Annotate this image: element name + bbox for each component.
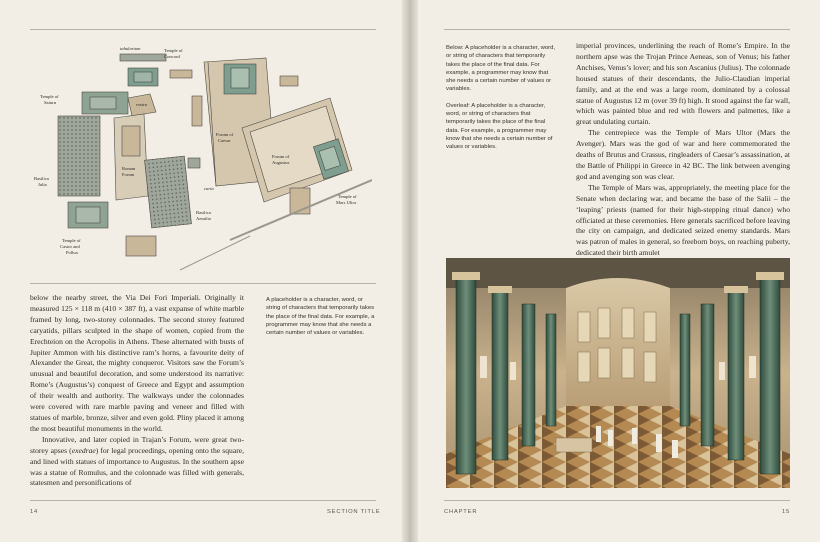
label-basilica-julia-1: Basilica (34, 176, 49, 181)
caption-below: Below: A placeholder is a character, word, or string of characters that temporarily takes the place of the final data. For example, a programmer may know that she needs a certain number of values or variables. (446, 45, 556, 93)
label-forum-caesar-2: Caesar (218, 138, 231, 143)
label-basilica-aemilia-1: Basilica (196, 210, 211, 215)
section-title: SECTION TITLE (327, 509, 381, 515)
label-rostra: rostra (136, 102, 148, 107)
label-temple-mars-1: Temple of (338, 194, 357, 199)
body-paragraph: The Temple of Mars was, appropriately, the meeting place for the Senate when declaring war, and became the base of the Salii – the ‘leaping’ priests (named for their high-stepping ritual dance) who officiated at these ceremonies. Here generals sacrificed before leaving the city on campaign, and dedicated seized enemy standards. Mars was patron of males in general, so freeborn boys, on reaching puberty, dedicated their birth amulet (576, 182, 790, 258)
top-rule-right (444, 29, 790, 30)
basilica-julia-shape (58, 116, 100, 196)
label-forum-augustus-2: Augustus (272, 160, 290, 165)
left-caption (266, 296, 376, 345)
caption-overleaf: Overleaf: A placeholder is a character, word, or string of characters that temporarily takes the place of the final data. For example, a programmer may know that she needs a certain number of values or variables. (446, 102, 553, 151)
tabularium-shape (120, 54, 166, 61)
label-temple-castor-1: Temple of (62, 238, 81, 243)
label-temple-saturn-1: Temple of (40, 94, 59, 99)
curia-shape (188, 158, 200, 168)
body-paragraph: Innovative, and later copied in Trajan’s Forum, were great two-storey apses (exedrae) for legal proceedings, opening onto the square, and lined with statues of importance to Augustus. In the southern apse was a statue of Romulus, and the colonnade was filled with generals, statesmen and personifications of (30, 434, 244, 488)
mid-rule (30, 283, 376, 284)
label-temple-castor-2: Castor and (60, 244, 80, 249)
label-roman-forum-2: Forum (122, 172, 135, 177)
body-paragraph: below the nearby street, the Via Dei Fori Imperiali. Originally it measured 125 × 118 m (410 × 387 ft), a vast expanse of white marble framed by long, two-storey colonnades. The second storey featured caryatids, pillars sculpted in the shape of women, copied from the Erechteion on the Acropolis in Athens. These alternated with busts of Jupiter Ammon with his distinctive ram’s horns, a favourite deity of Alexander the Great, the mighty conqueror. Visitors saw the Forum’s unusual and beautiful decoration, and some understood its narrative: Rome’s (Augustus’s) conquest of Greece and Egypt and assumption of their wealth and authority. The walkways under the colonnades were covered with rare marble paving and veneer and filled with statues of marble, bronze, silver and even gold. Pliny placed it among the most beautiful monuments in the world. (30, 293, 244, 433)
body-paragraph: imperial provinces, underlining the reach of Rome’s Empire. In the northern apse was the Trojan Prince Aeneas, son of Venus; his father Anchises, Venus’s lover; and his son Ascanius (Julius). The colonnade housed statues of their descendants, the Julio-Claudian imperial family, and at the end was a large room, dominated by a colossal statue of Augustus 12 m (over 39 ft) high. It stood against the far wall, which was painted blue and red with flowers and palmettes, like a great undulating curtain. (576, 41, 790, 127)
bottom-rule (30, 500, 376, 501)
label-temple-mars-2: Mars Ultor (336, 200, 357, 205)
chapter-title: CHAPTER (444, 509, 478, 515)
right-captions (446, 44, 556, 160)
label-curia: curia (204, 186, 214, 191)
left-body-text (30, 293, 244, 489)
label-temple-saturn-2: Saturn (44, 100, 56, 105)
top-rule (30, 29, 376, 30)
body-paragraph: The centrepiece was the Temple of Mars Ultor (Mars the Avenger). Mars was the god of war and here commemorated the deaths of Brutus and Crassus, ringleaders of Caesar’s assassination, at the Battle of Philippi in Greece in 42 BC. The link between avenging god and avenging son was clear. (576, 128, 790, 181)
page-number-right: 15 (782, 509, 791, 515)
forum-site-plan (30, 40, 372, 272)
label-basilica-julia-2: Julia (38, 182, 47, 187)
label-temple-castor-3: Pollux (66, 250, 78, 255)
label-basilica-aemilia-2: Aemilia (196, 216, 211, 221)
page-number-left: 14 (30, 509, 39, 515)
label-forum-caesar-1: Forum of (216, 132, 234, 137)
label-tabularium: tabularium (120, 46, 141, 51)
label-roman-forum-1: Roman (122, 166, 136, 171)
label-temple-concord-2: Concord (164, 54, 180, 59)
right-body-text (576, 41, 790, 259)
label-forum-augustus-1: Forum of (272, 154, 290, 159)
temple-interior-illustration (446, 258, 790, 488)
caption-text: A placeholder is a character, word, or string of characters that temporarily takes the place of the final data. For example, a programmer may know that she needs a certain number of values or variables. (266, 297, 375, 337)
book-gutter (402, 0, 418, 542)
basilica-aemilia-shape (145, 156, 192, 228)
bottom-rule-right (444, 500, 790, 501)
label-temple-concord-1: Temple of (164, 48, 183, 53)
